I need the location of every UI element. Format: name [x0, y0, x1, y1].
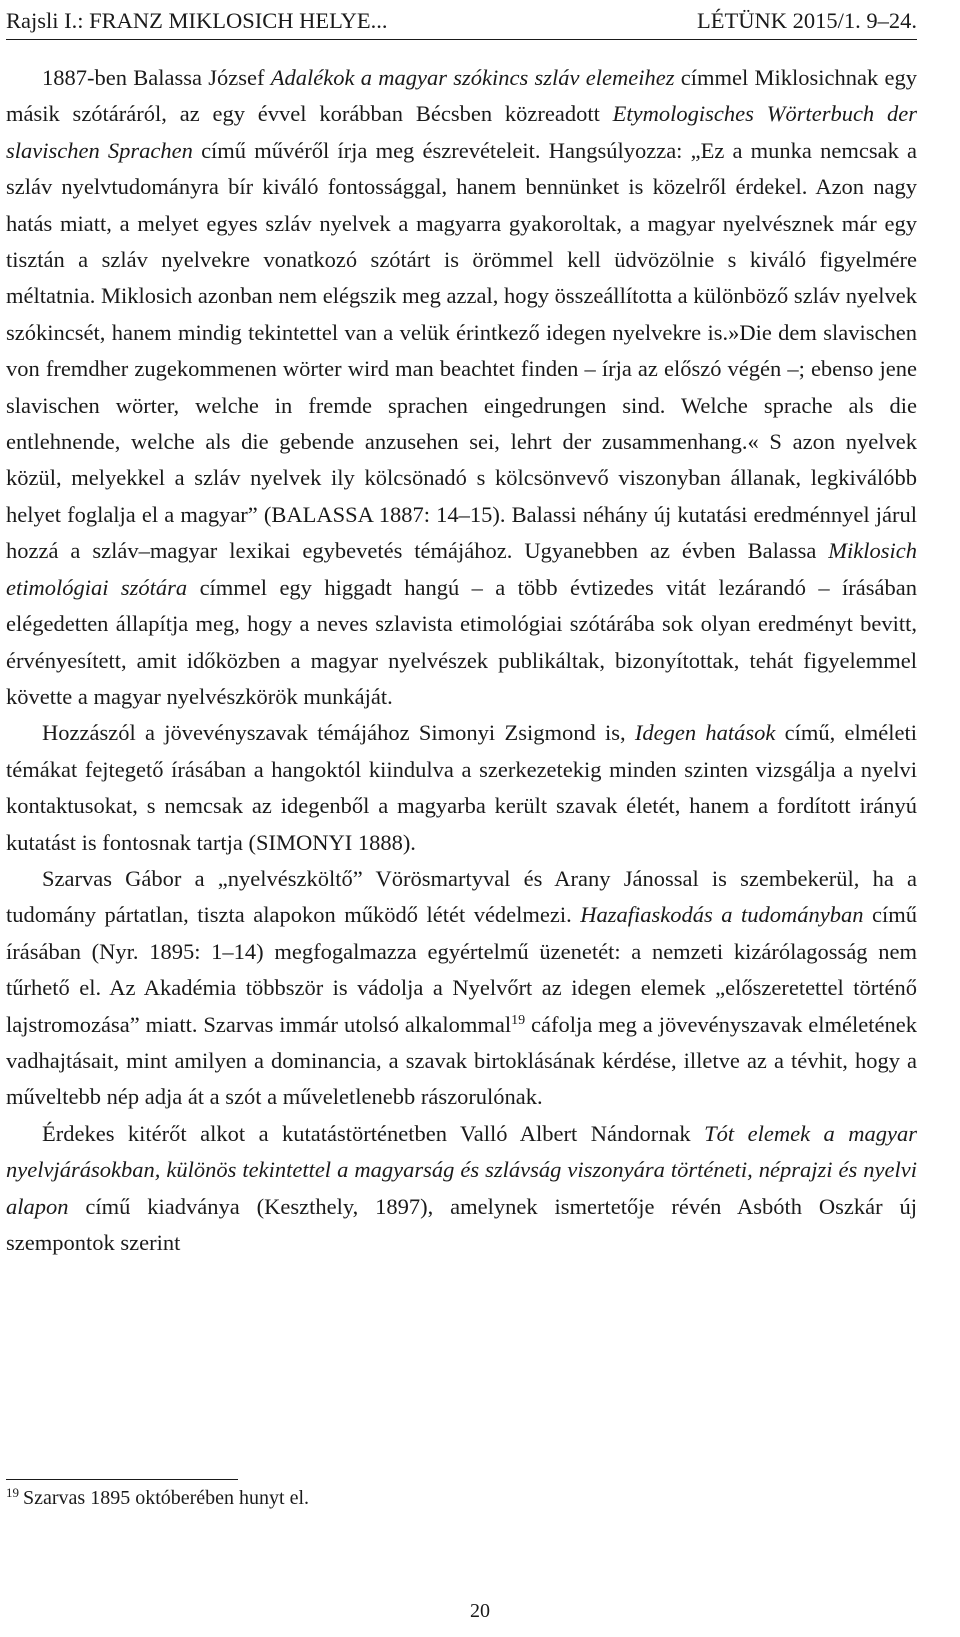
- paragraph: [6, 1116, 917, 1262]
- footnote-text: Szarvas 1895 októberében hunyt el.: [23, 1487, 310, 1509]
- italic-title: Tót elemek a magyar nyelvjárásokban, különös tekintettel a magyarság és szlávság viszonyára történeti, néprajzi és nyelvi alapon: [6, 1120, 918, 1219]
- running-header-right: LÉTÜNK 2015/1. 9–24.: [697, 8, 917, 33]
- body-text: [6, 60, 917, 1261]
- text-run: cáfolja meg a jövevényszavak elméletének vadhajtásait, mint amilyen a dominancia, a szavak birtoklásának kérdése, illetve az a tévhit, hogy a műveltebb nép adja át a szót a műveletlenebb rászorulónak.: [6, 1011, 917, 1110]
- text-run: címmel egy higgadt hangú – a több évtizedes vitát lezárandó – írásában elégedetten állapítja meg, hogy a neves szlavista etimológiai szótárába sok olyan eredményt bevitt, érvényesített, amit időközben a magyar nyelvészek publikáltak, bizonyítottak, tehát figyelemmel követte a magyar nyelvészkörök munkáját.: [6, 574, 917, 709]
- text-run: Szarvas Gábor a „nyelvészköltő” Vörösmartyval és Arany Jánossal is szembekerül, ha a tudomány pártatlan, tiszta alapokon működő létét védelmezi.: [6, 865, 917, 928]
- text-run: című, elméleti témákat fejtegető írásában a hangoktól kiindulva a szerkezetekig minden szinten vizsgálja a nyelvi kontaktusokat, s nemcsak az idegenből a magyarba került szavak életét, hanem a fordított irányú kutatást is fontosnak tartja (SIMONYI 1888).: [6, 720, 917, 855]
- footnote-reference: 19: [511, 1012, 526, 1028]
- paragraph: [6, 715, 917, 861]
- text-run: című művéről írja meg észrevételeit. Hangsúlyozza: „Ez a munka nemcsak a szláv nyelvtudományra bír kiváló fontossággal, hanem bennünket is közelről érdekel. Azon nagy hatás miatt, a melyet egyes szláv nyelvek a magyarra gyakoroltak, a magyar nyelvésznek már egy tisztán a szláv nyelvekre vonatkozó szótárt is örömmel kell üdvözölnie s kiváló figyelmére méltatnia. Miklosich azonban nem elégszik meg azzal, hogy összeállította a különböző szláv nyelvek szókincsét, hanem mindig tekintettel van a velük érintkező idegen nyelvekre is.»Die dem slavischen von fremdher zugekommenen wörter wird man beachtet finden – írja az előszó végén –; ebenso jene slavischen wörter, welche in fremde sprachen eingedrungen sind. Welche sprache als die entlehnende, welche als die gebende anzusehen sei, lehrt der zusammenhang.« S azon nyelvek közül, melyekkel a szláv nyelvek ily kölcsönadó s kölcsönvevő viszonyban állanak, legkiválóbb helyet foglalja el a magyar” (BALASSA 1887: 14–15). Balassi néhány új kutatási eredménnyel járul hozzá a szláv–magyar lexikai egybevetés témájához. Ugyanebben az évben Balassa: [6, 137, 917, 564]
- text-run: című írásában (Nyr. 1895: 1–14) megfogalmazza egyértelmű üzenetét: a nemzeti kizárólagosság nem tűrhető el. Az Akadémia többször is vádolja a Nyelvőrt az idegen elemek „előszeretettel történő lajstromozása” miatt. Szarvas immár utolsó alkalommal: [6, 902, 917, 1037]
- text-run: Érdekes kitérőt alkot a kutatástörténetben Valló Albert Nándornak: [42, 1120, 705, 1146]
- footnote-divider: [6, 1479, 238, 1480]
- italic-title: Miklosich etimológiai szótára: [6, 538, 917, 600]
- paragraph: [6, 60, 917, 715]
- italic-title: Etymologisches Wörterbuch der slavischen Sprachen: [6, 101, 917, 163]
- text-run: című kiadványa (Keszthely, 1897), amelynek ismertetője révén Asbóth Oszkár új szempontok szerint: [6, 1193, 917, 1255]
- running-header: [6, 6, 917, 36]
- italic-title: Adalékok a magyar szókincs szláv elemeihez: [270, 65, 675, 90]
- footnote-number: 19: [6, 1485, 19, 1500]
- text-run: 1887-ben Balassa József: [42, 65, 271, 90]
- italic-title: Idegen hatások: [634, 720, 776, 746]
- running-header-left: Rajsli I.: FRANZ MIKLOSICH HELYE...: [6, 8, 388, 33]
- text-run: Hozzászól a jövevényszavak témájához Simonyi Zsigmond is,: [42, 720, 635, 746]
- page-number: 20: [470, 1600, 490, 1622]
- header-divider: [6, 39, 917, 40]
- italic-title: Hazafiaskodás a tudományban: [580, 902, 864, 928]
- text-run: címmel Miklosichnak egy másik szótáráról, az egy évvel korábban Bécsben közreadott: [6, 65, 917, 127]
- footnote: [6, 1483, 917, 1513]
- paragraph: [6, 861, 917, 1116]
